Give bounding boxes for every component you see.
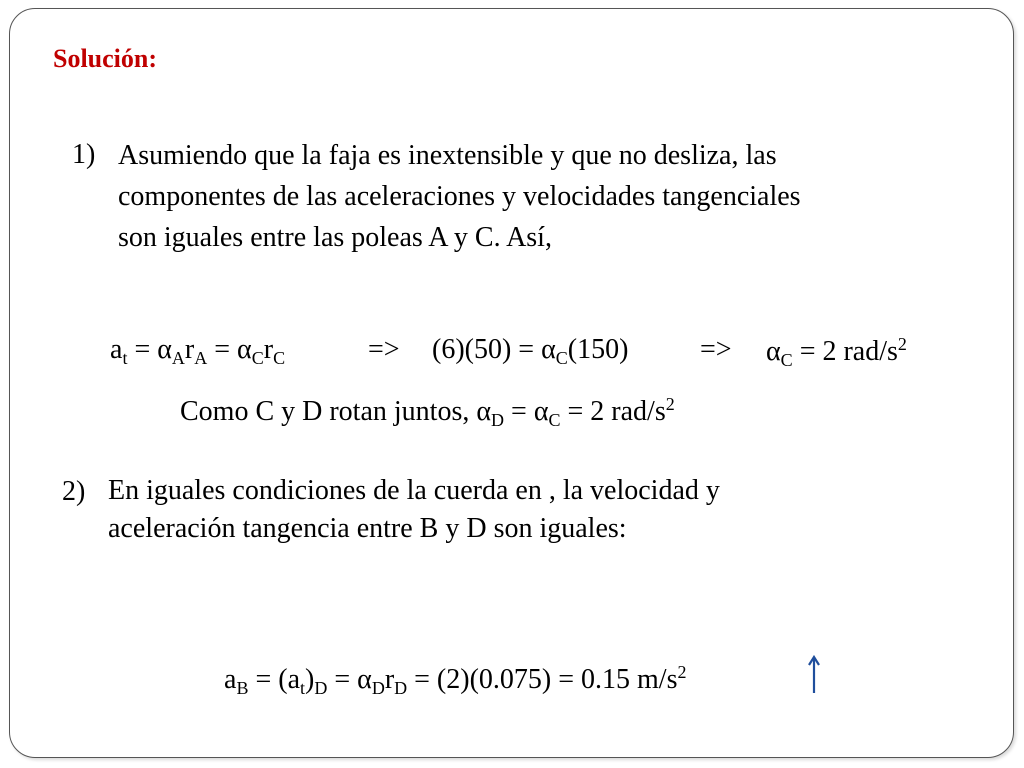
item-2-number: 2) xyxy=(62,476,86,507)
item-1-number: 1) xyxy=(72,139,96,170)
eq3-sub-d-2: D xyxy=(371,678,385,698)
eq1-exp-2: 2 xyxy=(897,334,907,354)
eq1-sub-t: t xyxy=(122,348,128,368)
eq3-exp-2: 2 xyxy=(677,662,687,682)
eq1-r-c: r xyxy=(263,334,274,365)
eq1-sub-c-4: C xyxy=(780,350,793,370)
eq1-alpha-c-2: α xyxy=(541,334,556,365)
eq1-sub-c-3: C xyxy=(555,348,568,368)
eq1-alpha-a: α xyxy=(157,334,172,365)
item-2-text xyxy=(108,472,720,548)
equation-1 xyxy=(110,334,285,369)
eq2-result: = 2 rad/s xyxy=(560,396,666,427)
eq2-alpha-c: α xyxy=(533,396,549,427)
eq3-sub-b: B xyxy=(236,678,249,698)
eq1-r-a: r xyxy=(184,334,195,365)
eq3-alpha-d: α xyxy=(357,664,372,695)
eq2-exp-2: 2 xyxy=(665,394,675,414)
eq1-middle-text: (6)(50) = xyxy=(432,334,542,365)
eq1-arrow-2: => xyxy=(700,334,732,365)
eq1-sub-c: C xyxy=(251,348,264,368)
up-arrow-icon xyxy=(807,655,821,695)
eq1-sub-a: A xyxy=(171,348,185,368)
eq3-sub-d: D xyxy=(314,678,328,698)
eq3-result: = (2)(0.075) = 0.15 m/s xyxy=(407,664,678,695)
slide-frame xyxy=(9,8,1014,758)
eq3-close-paren: ) xyxy=(305,664,315,695)
equation-3 xyxy=(224,662,686,699)
item-2-line-1: En iguales condiciones de la cuerda en , la velocidad y xyxy=(108,475,720,506)
eq1-equals-2: = xyxy=(207,334,238,365)
equation-2 xyxy=(180,394,675,431)
item-1-line-2: componentes de las aceleraciones y velocidades tangenciales xyxy=(118,181,801,212)
slide-title: Solución: xyxy=(53,44,158,73)
item-2-line-2: aceleración tangencia entre B y D son iguales: xyxy=(108,513,627,544)
eq3-equals-at: = (a xyxy=(248,664,300,695)
eq3-sub-t: t xyxy=(300,678,306,698)
eq3-r-d: r xyxy=(384,664,395,695)
eq3-a: a xyxy=(224,664,237,695)
eq2-alpha-d: α xyxy=(476,396,492,427)
eq1-arrow-1: => xyxy=(368,334,400,365)
eq1-middle xyxy=(432,334,628,369)
eq2-equals: = xyxy=(504,396,534,427)
eq1-alpha-c: α xyxy=(237,334,252,365)
item-1-line-3: son iguales entre las poleas A y C. Así, xyxy=(118,222,552,253)
item-1-text xyxy=(118,135,801,258)
eq1-paren-150: (150) xyxy=(567,334,629,365)
eq2-sub-c: C xyxy=(548,410,561,430)
eq1-sub-c-2: C xyxy=(273,348,286,368)
eq3-sub-d-3: D xyxy=(394,678,408,698)
item-1-line-1: Asumiendo que la faja es inextensible y que no desliza, las xyxy=(118,140,777,171)
eq2-sub-d: D xyxy=(491,410,505,430)
eq1-a: a xyxy=(110,334,123,365)
eq1-equals-1: = xyxy=(127,334,158,365)
eq3-equals-2: = xyxy=(327,664,358,695)
eq1-sub-a-2: A xyxy=(194,348,208,368)
eq1-result-text: = 2 rad/s xyxy=(792,336,898,367)
eq1-alpha-c-3: α xyxy=(766,336,781,367)
eq2-prefix: Como C y D rotan juntos, xyxy=(180,396,477,427)
eq1-result xyxy=(766,334,907,371)
